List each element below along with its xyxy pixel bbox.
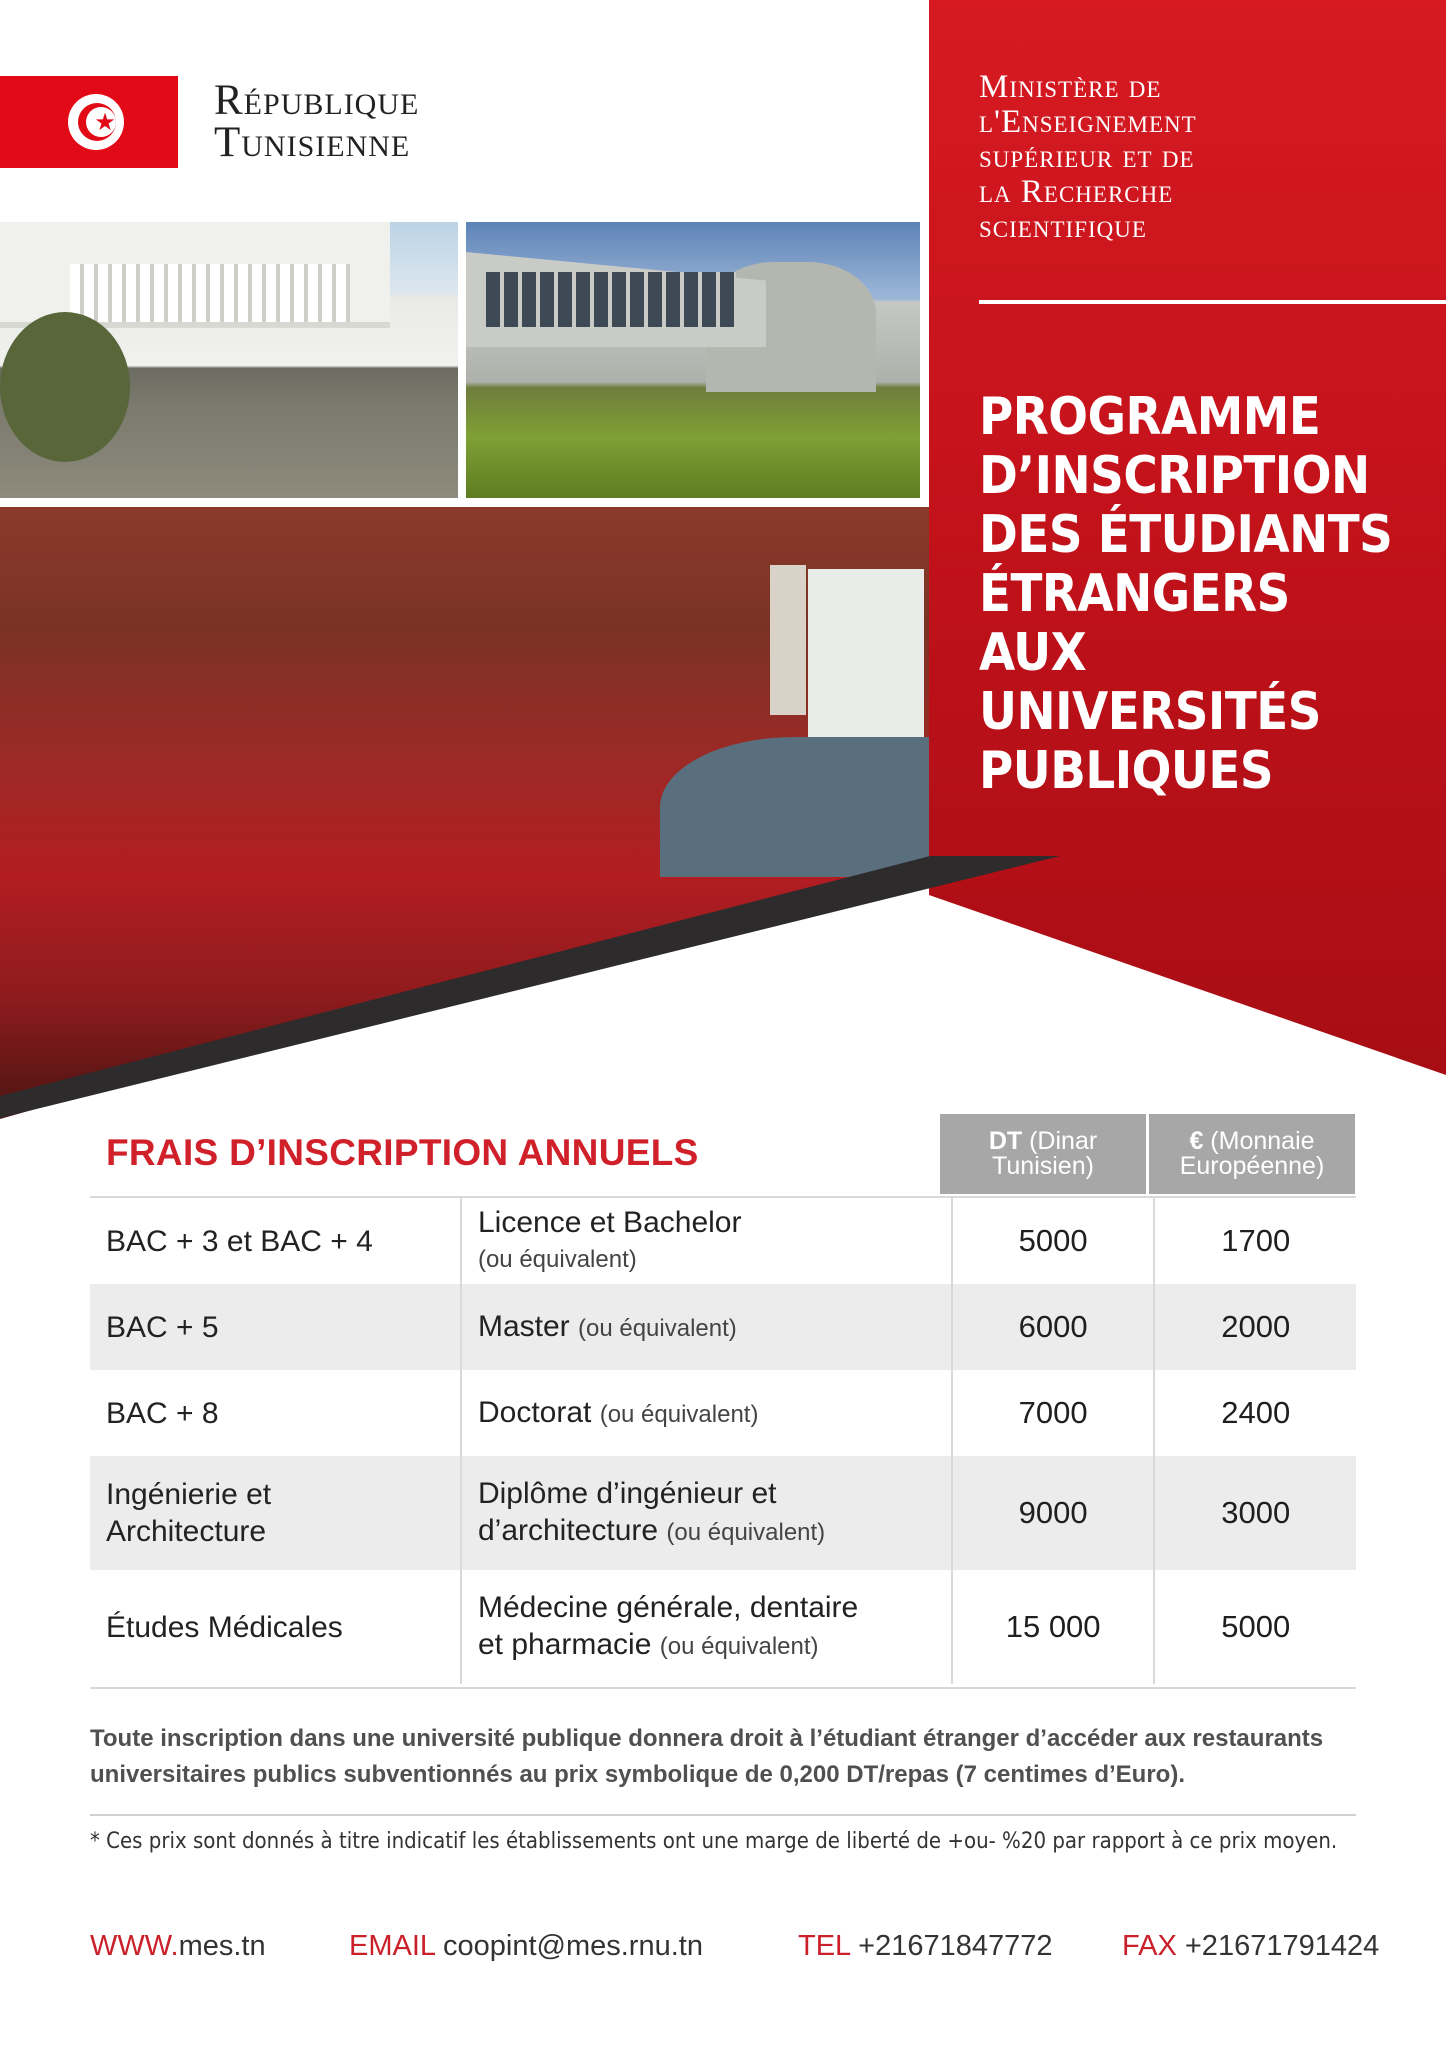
level-cell: Ingénierie et Architecture — [90, 1456, 461, 1570]
ministry-divider — [979, 300, 1446, 304]
ministry-name: Ministère de l'Enseignement supérieur et de la Recherche scientifique — [979, 69, 1197, 245]
price-eur-cell: 5000 — [1221, 1609, 1291, 1644]
table-row — [90, 1284, 1356, 1370]
note-divider — [90, 1814, 1356, 1816]
price-dt-cell: 9000 — [952, 1456, 1155, 1570]
footer-telephone[interactable]: TEL +21671847772 — [798, 1930, 1053, 1962]
price-dt-cell: 7000 — [952, 1370, 1155, 1456]
price-eur-cell: 3000 — [1221, 1495, 1291, 1530]
level-cell: BAC + 3 et BAC + 4 — [90, 1198, 461, 1284]
fees-table — [90, 1198, 1356, 1684]
degree-cell: Doctorat (ou équivalent) — [461, 1370, 952, 1456]
university-building-photo — [0, 222, 458, 498]
restaurant-note: Toute inscription dans une université publique donnera droit à l’étudiant étranger d’accéder aux restaurants universitaires publics subventionnés au prix symbolique de 0,200 DT/repas (7 centimes d’Euro). — [90, 1725, 1324, 1788]
price-dt-cell: 15 000 — [952, 1570, 1155, 1684]
price-eur-cell: 2400 — [1221, 1395, 1291, 1430]
column-header-eur: € (Monnaie Européenne) — [1149, 1114, 1355, 1194]
level-cell: Études Médicales — [90, 1570, 461, 1684]
column-header-dt: DT (Dinar Tunisien) — [940, 1114, 1146, 1194]
footer-website[interactable]: WWW.mes.tn — [90, 1930, 266, 1962]
fees-title: FRAIS D’INSCRIPTION ANNUELS — [106, 1132, 699, 1173]
lecture-hall-photo — [0, 507, 929, 1119]
table-bottom-rule — [90, 1687, 1356, 1689]
program-title: PROGRAMME D’INSCRIPTION DES ÉTUDIANTS ÉTRANGERS AUX UNIVERSITÉS PUBLIQUES — [979, 387, 1393, 801]
degree-cell: Master (ou équivalent) — [461, 1284, 952, 1370]
degree-cell: Médecine générale, dentaire et pharmacie (ou équivalent) — [461, 1570, 952, 1684]
price-dt-cell: 5000 — [952, 1198, 1155, 1284]
price-disclaimer: * Ces prix sont donnés à titre indicatif les établissements ont une marge de liberté de +ou- %20 par rapport à ce prix moyen. — [90, 1829, 1338, 1854]
footer-email[interactable]: EMAIL coopint@mes.rnu.tn — [349, 1930, 703, 1962]
level-cell: BAC + 8 — [90, 1370, 461, 1456]
price-eur-cell: 2000 — [1221, 1309, 1291, 1344]
degree-cell: Licence et Bachelor (ou équivalent) — [461, 1198, 952, 1284]
price-dt-cell: 6000 — [952, 1284, 1155, 1370]
table-row — [90, 1570, 1356, 1684]
campus-courtyard-photo — [466, 222, 920, 498]
country-name: République Tunisienne — [214, 77, 420, 166]
degree-cell: Diplôme d’ingénieur et d’architecture (ou équivalent) — [461, 1456, 952, 1570]
price-eur-cell: 1700 — [1221, 1223, 1291, 1258]
footer-fax: FAX +21671791424 — [1122, 1930, 1380, 1962]
table-row — [90, 1198, 1356, 1284]
table-row — [90, 1370, 1356, 1456]
table-row — [90, 1456, 1356, 1570]
level-cell: BAC + 5 — [90, 1284, 461, 1370]
tunisia-flag-icon: ★ — [0, 76, 178, 168]
